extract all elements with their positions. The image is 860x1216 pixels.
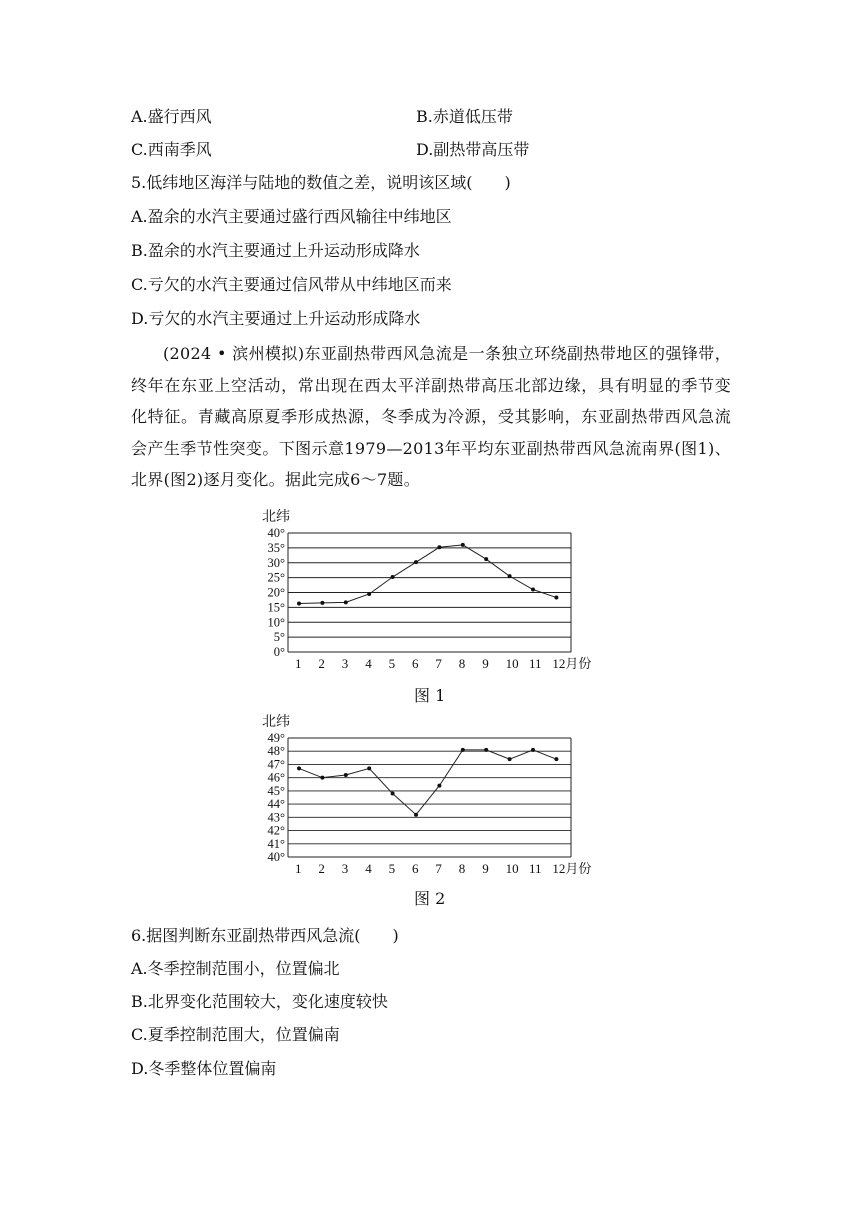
chart2-x-tick-label: 12月份 xyxy=(552,861,592,876)
chart2-x-tick-label: 7 xyxy=(435,861,442,876)
chart2-y-tick-label: 43° xyxy=(267,810,285,825)
chart1-x-tick-label: 4 xyxy=(365,656,372,671)
chart1-data-point xyxy=(414,560,418,564)
chart2-caption: 图 2 xyxy=(414,889,446,908)
chart2-data-point xyxy=(461,748,465,752)
chart1-x-tick-label: 12月份 xyxy=(552,656,592,671)
chart1-series-line xyxy=(299,545,556,604)
chart2-y-tick-label: 45° xyxy=(267,783,285,798)
chart2-data-point xyxy=(320,776,324,780)
chart2-data-point xyxy=(484,748,488,752)
chart2-data-point xyxy=(391,792,395,796)
chart1-y-tick-label: 5° xyxy=(273,630,285,645)
chart1-ylabel: 北纬 xyxy=(262,510,290,525)
chart2-x-tick-label: 4 xyxy=(365,861,372,876)
chart1-y-tick-label: 30° xyxy=(267,555,285,570)
chart2-data-point xyxy=(344,773,348,777)
chart-south-boundary xyxy=(250,505,620,680)
chart2-y-tick-label: 49° xyxy=(267,731,285,745)
chart1-caption: 图 1 xyxy=(414,686,446,705)
chart2-x-tick-label: 8 xyxy=(458,861,466,876)
chart2-x-tick-label: 9 xyxy=(482,861,489,876)
q4-option-b: B.赤道低压带 xyxy=(416,107,513,126)
chart1-y-tick-label: 10° xyxy=(267,615,285,630)
chart1-x-tick-label: 9 xyxy=(482,656,489,671)
chart2-ylabel: 北纬 xyxy=(262,715,290,730)
q4-option-d: D.副热带高压带 xyxy=(416,140,530,159)
q4-option-a: A.盛行西风 xyxy=(131,107,212,126)
chart1-y-tick-label: 35° xyxy=(267,540,285,555)
q6-stem: 6.据图判断东亚副热带西风急流( ) xyxy=(131,926,399,945)
chart1-data-point xyxy=(554,596,558,600)
chart1-y-tick-label: 0° xyxy=(273,645,285,659)
chart1-data-point xyxy=(344,600,348,604)
chart1-x-tick-label: 2 xyxy=(318,656,325,671)
q5-option-b: B.盈余的水汽主要通过上升运动形成降水 xyxy=(131,241,420,260)
chart2-y-tick-label: 40° xyxy=(267,850,285,864)
chart1-x-tick-label: 7 xyxy=(435,656,442,671)
q6-option-c: C.夏季控制范围大，位置偏南 xyxy=(131,1025,340,1044)
chart2-series-line xyxy=(299,750,556,815)
chart2-y-tick-label: 44° xyxy=(267,797,285,812)
q5-stem: 5.低纬地区海洋与陆地的数值之差，说明该区域( ) xyxy=(131,173,511,192)
chart1-y-tick-label: 15° xyxy=(267,600,285,615)
chart2-y-tick-label: 42° xyxy=(267,823,285,838)
q6-option-d: D.冬季整体位置偏南 xyxy=(131,1059,277,1078)
chart2-x-tick-label: 1 xyxy=(295,861,302,876)
chart2-y-tick-label: 46° xyxy=(267,770,285,785)
chart2-x-tick-label: 11 xyxy=(529,861,542,876)
chart1-x-tick-label: 1 xyxy=(295,656,302,671)
chart1-data-point xyxy=(297,602,301,606)
chart1-data-point xyxy=(531,588,535,592)
passage: (2024 • 滨州模拟)东亚副热带西风急流是一条独立环绕副热带地区的强锋带，终年在东亚上空活动，常出现在西太平洋副热带高压北部边缘，具有明显的季节变化特征。青藏高原夏季形成热源，冬季成为冷源，受其影响，东亚副热带西风急流会产生季节性突变。下图示意1979—2013年平均东亚副热带西风急流南界(图1)、北界(图2)逐月变化。据此完成6～7题。 xyxy=(131,344,731,489)
chart2-x-tick-label: 6 xyxy=(412,861,419,876)
chart1-data-point xyxy=(484,557,488,561)
chart1-data-point xyxy=(320,601,324,605)
chart2-data-point xyxy=(414,813,418,817)
chart2-data-point xyxy=(297,766,301,770)
chart1-data-point xyxy=(437,545,441,549)
chart1-data-point xyxy=(391,575,395,579)
chart2-data-point xyxy=(554,757,558,761)
chart2-y-tick-label: 48° xyxy=(267,744,285,759)
chart1-x-tick-label: 6 xyxy=(412,656,419,671)
q5-option-a: A.盈余的水汽主要通过盛行西风输往中纬地区 xyxy=(131,207,452,226)
chart2-data-point xyxy=(367,766,371,770)
chart1-x-tick-label: 11 xyxy=(529,656,542,671)
chart1-x-tick-label: 3 xyxy=(341,656,349,671)
chart2-x-tick-label: 5 xyxy=(388,861,396,876)
chart2-y-tick-label: 41° xyxy=(267,836,285,851)
chart1-x-tick-label: 8 xyxy=(458,656,466,671)
chart1-data-point xyxy=(367,592,371,596)
chart1-data-point xyxy=(461,543,465,547)
chart1-x-tick-label: 5 xyxy=(388,656,396,671)
q5-option-d: D.亏欠的水汽主要通过上升运动形成降水 xyxy=(131,309,421,328)
chart1-y-tick-label: 25° xyxy=(267,570,285,585)
chart2-x-tick-label: 2 xyxy=(318,861,325,876)
q6-option-a: A.冬季控制范围小，位置偏北 xyxy=(131,959,340,978)
chart1-y-tick-label: 20° xyxy=(267,585,285,600)
chart2-y-tick-label: 47° xyxy=(267,757,285,772)
chart-north-boundary xyxy=(250,710,620,885)
chart2-x-tick-label: 3 xyxy=(341,861,349,876)
chart1-y-tick-label: 40° xyxy=(267,526,285,540)
chart2-data-point xyxy=(508,757,512,761)
chart1-x-tick-label: 10 xyxy=(505,656,519,671)
chart1-data-point xyxy=(508,574,512,578)
q5-option-c: C.亏欠的水汽主要通过信风带从中纬地区而来 xyxy=(131,275,452,294)
q4-option-c: C.西南季风 xyxy=(131,140,212,159)
q6-option-b: B.北界变化范围较大，变化速度较快 xyxy=(131,992,388,1011)
chart2-x-tick-label: 10 xyxy=(505,861,519,876)
chart2-data-point xyxy=(437,784,441,788)
chart2-data-point xyxy=(531,748,535,752)
